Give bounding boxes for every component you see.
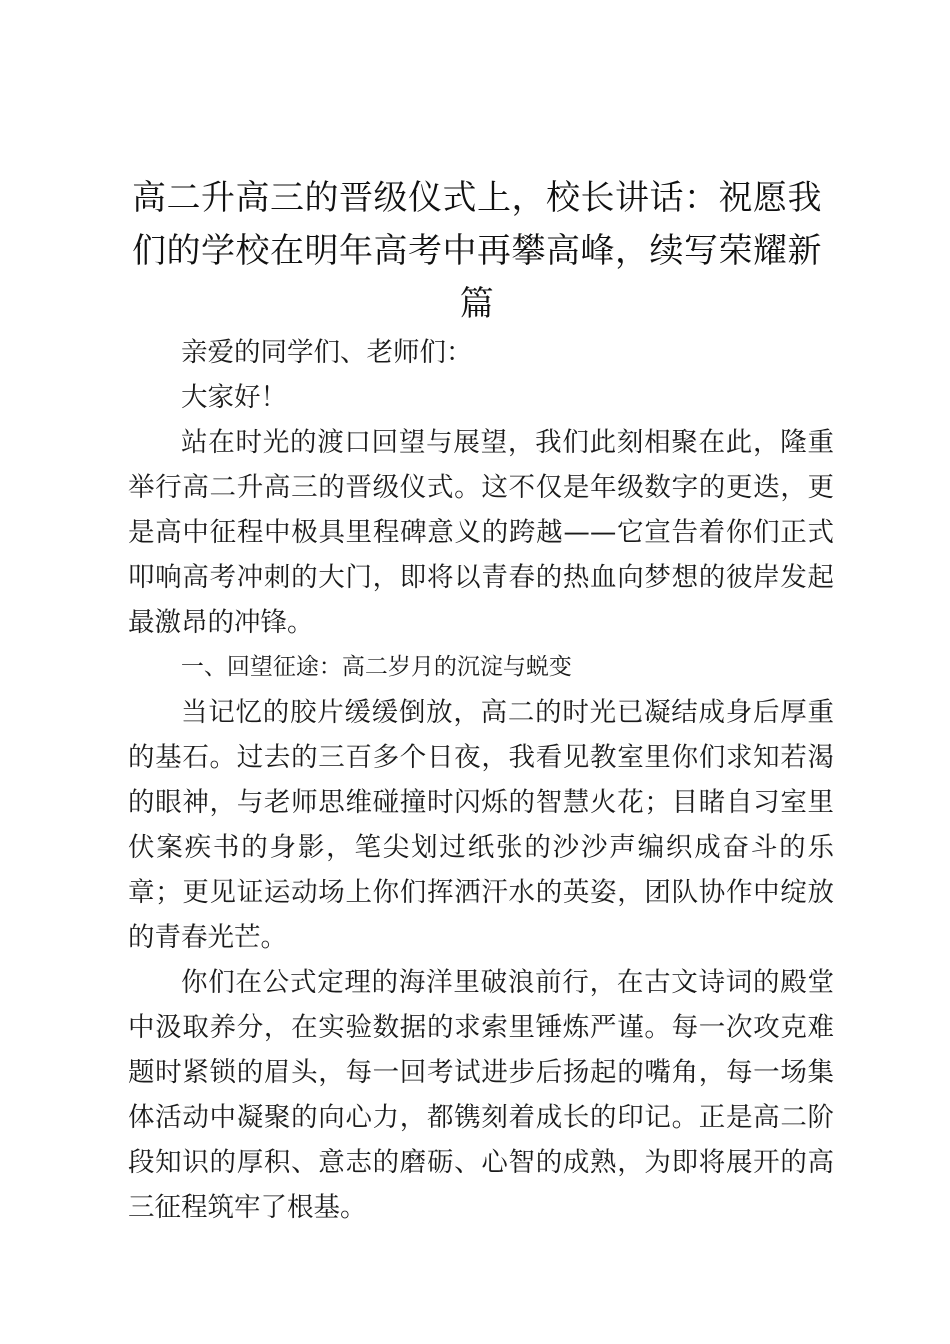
- section-paragraph-1: 当记忆的胶片缓缓倒放，高二的时光已凝结成身后厚重的基石。过去的三百多个日夜，我看见教室里你们求知若渴的眼神，与老师思维碰撞时闪烁的智慧火花；目睹自习室里伏案疾书的身影，笔尖划过纸张的沙沙声编织成奋斗的乐章；更见证运动场上你们挥洒汗水的英姿，团队协作中绽放的青春光芒。: [128, 697, 834, 953]
- document-title: 高二升高三的晋级仪式上，校长讲话：祝愿我们的学校在明年高考中再攀高峰，续写荣耀新篇: [132, 178, 822, 324]
- section-paragraph-2: 你们在公式定理的海洋里破浪前行，在古文诗词的殿堂中汲取养分，在实验数据的求索里锤炼严谨。每一次攻克难题时紧锁的眉头，每一回考试进步后扬起的嘴角，每一场集体活动中凝聚的向心力，都镌刻着成长的印记。正是高二阶段知识的厚积、意志的磨砺、心智的成熟，为即将展开的高三征程筑牢了根基。: [128, 967, 834, 1223]
- document-body: [128, 330, 834, 1230]
- greeting: 大家好！: [181, 382, 287, 413]
- intro-paragraph: 站在时光的渡口回望与展望，我们此刻相聚在此，隆重举行高二升高三的晋级仪式。这不仅是年级数字的更迭，更是高中征程中极具里程碑意义的跨越——它宣告着你们正式叩响高考冲刺的大门，即将以青春的热血向梦想的彼岸发起最激昂的冲锋。: [128, 427, 834, 638]
- salutation: 亲爱的同学们、老师们：: [181, 337, 473, 368]
- section-heading: 一、回望征途：高二岁月的沉淀与蜕变: [180, 654, 572, 680]
